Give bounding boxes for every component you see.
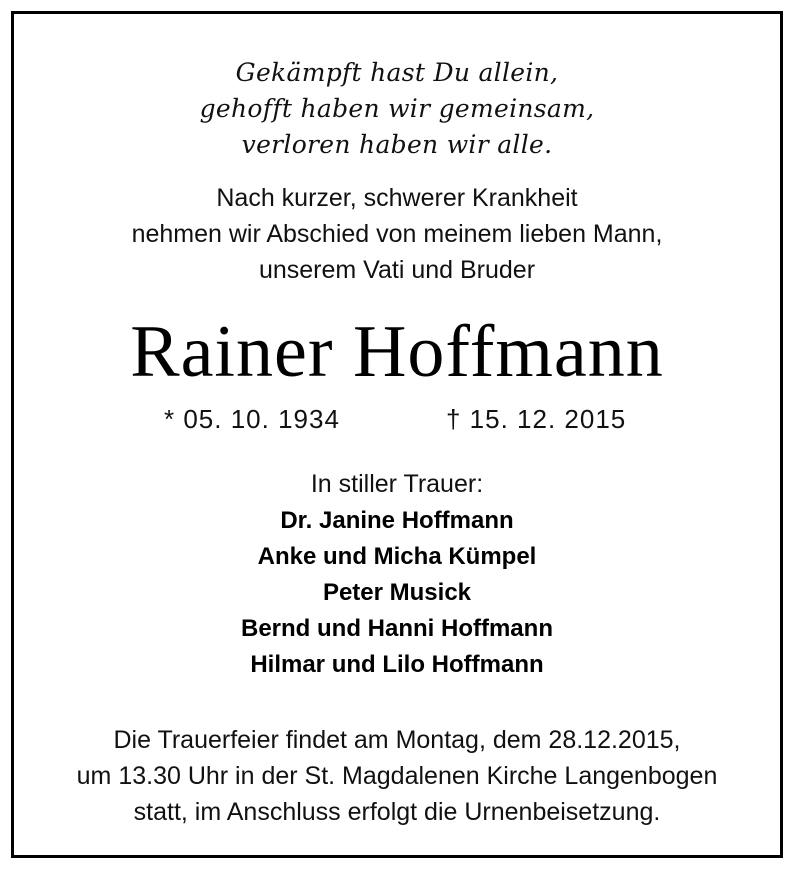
service-info-line-2: um 13.30 Uhr in der St. Magdalenen Kirche Langenbogen	[76, 762, 718, 790]
verse-line-2: gehofft haben wir gemeinsam,	[199, 94, 595, 123]
intro-line-2: nehmen wir Abschied von meinem lieben Mann,	[131, 220, 663, 248]
intro-line-3: unserem Vati und Bruder	[258, 256, 536, 284]
mourning-heading: In stiller Trauer:	[310, 470, 484, 498]
life-dates	[14, 404, 780, 438]
mourner-4: Bernd und Hanni Hoffmann	[241, 615, 553, 642]
birth-date: * 05. 10. 1934	[164, 404, 340, 434]
death-date: † 15. 12. 2015	[446, 404, 627, 434]
service-info-line-1: Die Trauerfeier findet am Montag, dem 28.12.2015,	[113, 726, 681, 754]
mourner-2: Anke und Micha Kümpel	[257, 543, 537, 570]
verse-line-3: verloren haben wir alle.	[241, 130, 553, 159]
intro-line-1: Nach kurzer, schwerer Krankheit	[216, 184, 578, 212]
service-info-line-3: statt, im Anschluss erfolgt die Urnenbeisetzung.	[133, 798, 661, 826]
obituary-notice	[11, 11, 783, 858]
verse-line-1: Gekämpft hast Du allein,	[235, 58, 559, 87]
mourner-5: Hilmar und Lilo Hoffmann	[250, 651, 544, 678]
deceased-name: Rainer Hoffmann	[130, 311, 664, 393]
mourner-3: Peter Musick	[322, 579, 472, 606]
mourner-1: Dr. Janine Hoffmann	[280, 507, 514, 534]
